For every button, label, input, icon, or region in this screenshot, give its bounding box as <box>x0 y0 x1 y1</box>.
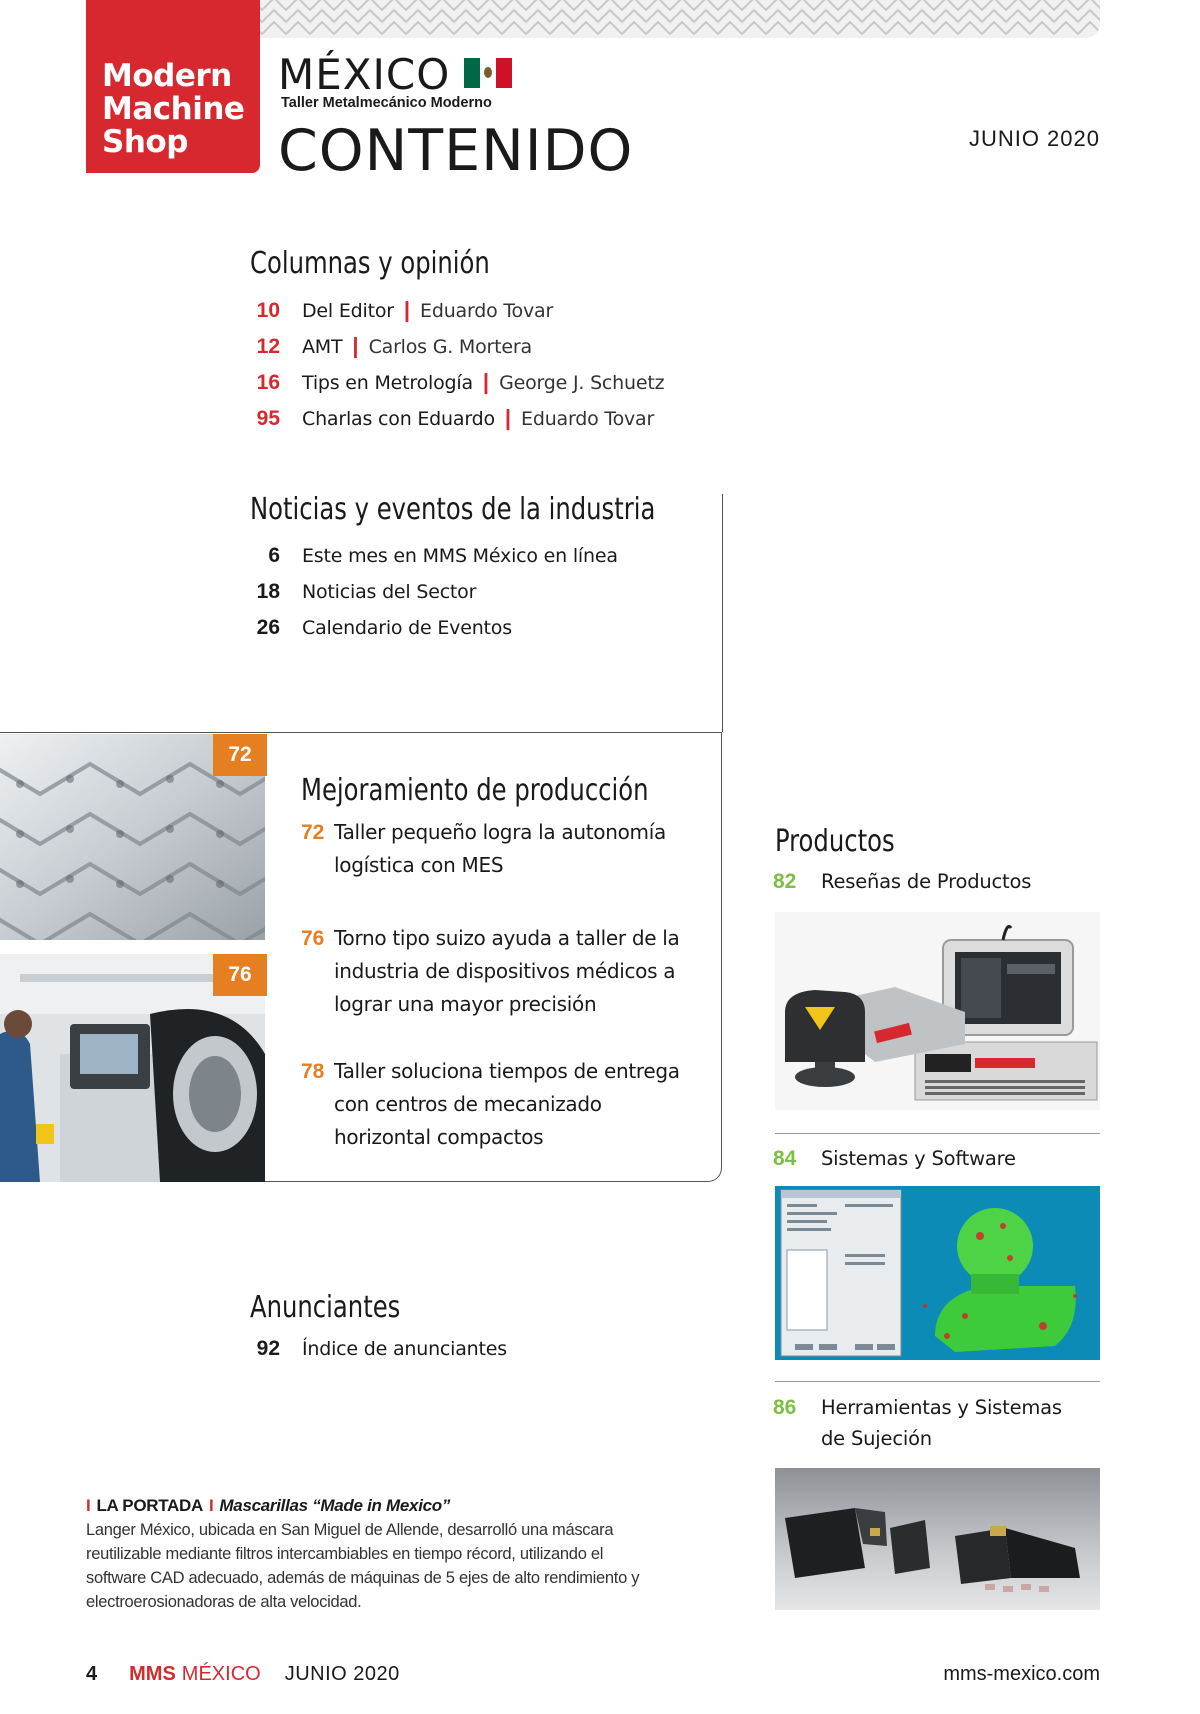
toc-item-title: Noticias del Sector <box>302 581 477 603</box>
toc-item-author: Carlos G. Mortera <box>368 336 532 358</box>
toc-item-title: Calendario de Eventos <box>302 617 512 639</box>
laser-marker-photo[interactable] <box>775 912 1100 1110</box>
separator-bar: | <box>504 405 512 430</box>
separator-bar: | <box>352 333 359 358</box>
footer-brand-country: MÉXICO <box>181 1662 261 1685</box>
toc-item-title: Este mes en MMS México en línea <box>302 545 618 567</box>
separator-bar: | <box>482 369 490 394</box>
toc-item-title: AMT <box>302 336 343 358</box>
product-title: Sistemas y Software <box>821 1147 1016 1170</box>
toc-item-charlas[interactable] <box>230 404 654 433</box>
feature-line: lograr una mayor precisión <box>334 992 597 1016</box>
product-item-86[interactable] <box>773 1392 1081 1454</box>
feature-item-72[interactable] <box>301 816 701 882</box>
logo-line-1: Modern <box>102 58 232 94</box>
separator-bar: | <box>403 297 411 322</box>
toc-item-title: Del Editor <box>302 300 394 322</box>
toc-item-calendario[interactable] <box>230 614 512 642</box>
toc-item-tips-metrologia[interactable] <box>230 368 664 397</box>
section-title-advertisers: Anunciantes <box>250 1290 401 1325</box>
toc-page-number: 12 <box>256 335 280 358</box>
toc-item-este-mes[interactable] <box>230 542 618 570</box>
toc-page-number: 16 <box>256 371 280 394</box>
cover-text: Langer México, ubicada en San Miguel de Allende, desarrolló una máscara reutilizable mediante filtros intercambiables en tiempo récord, utilizando el software CAD adecuado, además de máquinas de 5 ejes de alto rendimiento y electroerosionadoras de alta velocidad. <box>86 1521 640 1611</box>
issue-date: JUNIO 2020 <box>968 126 1100 151</box>
news-section-divider <box>722 494 723 732</box>
page-footer <box>86 1660 1100 1688</box>
header-pattern-band <box>250 0 1100 38</box>
cover-subtitle: Mascarillas “Made in Mexico” <box>219 1496 451 1515</box>
product-page-number: 84 <box>773 1147 797 1170</box>
logo-line-3: Shop <box>102 124 188 160</box>
feature-line: Torno tipo suizo ayuda a taller de la <box>334 926 680 950</box>
feature-item-76[interactable] <box>301 922 701 1021</box>
feature-line: industria de dispositivos médicos a <box>334 959 676 983</box>
toc-page-number: 92 <box>256 1337 280 1360</box>
feature-line: horizontal compactos <box>334 1125 544 1149</box>
section-title-production: Mejoramiento de producción <box>301 773 649 808</box>
toc-page-number: 10 <box>256 299 280 322</box>
product-page-number: 86 <box>773 1396 797 1419</box>
toc-item-title: Charlas con Eduardo <box>302 408 495 430</box>
toc-item-noticias-sector[interactable] <box>230 578 476 606</box>
page-badge-72: 72 <box>213 734 267 776</box>
toc-item-title: Tips en Metrología <box>302 372 473 394</box>
toc-page-number: 95 <box>256 407 280 430</box>
section-title-columns: Columnas y opinión <box>250 246 490 281</box>
feature-line: con centros de mecanizado <box>334 1092 602 1116</box>
section-title-news: Noticias y eventos de la industria <box>250 492 656 527</box>
toc-page-number: 18 <box>256 580 280 603</box>
footer-brand: MMS <box>129 1662 176 1685</box>
cover-heading <box>86 1494 646 1518</box>
product-title: Reseñas de Productos <box>821 870 1032 893</box>
tool-holders-photo[interactable] <box>775 1468 1100 1610</box>
separator-bar: I <box>208 1496 214 1515</box>
product-item-82[interactable] <box>773 866 1081 897</box>
edition-country: MÉXICO <box>278 50 451 99</box>
mexico-flag-icon <box>464 58 512 88</box>
toc-item-author: Eduardo Tovar <box>521 408 655 430</box>
feature-line: logística con MES <box>334 853 504 877</box>
products-divider <box>775 1381 1100 1382</box>
cover-label: LA PORTADA <box>96 1496 203 1515</box>
toc-item-del-editor[interactable] <box>230 296 553 325</box>
cover-description <box>86 1494 646 1614</box>
toc-item-title: Índice de anunciantes <box>302 1338 507 1360</box>
page-title: CONTENIDO <box>278 118 634 184</box>
3d-scan-software-screenshot[interactable] <box>775 1186 1100 1360</box>
toc-item-amt[interactable] <box>230 332 532 361</box>
products-divider <box>775 1133 1100 1134</box>
toc-page-number: 26 <box>256 616 280 639</box>
feature-line: Taller pequeño logra la autonomía <box>334 820 666 844</box>
footer-date: JUNIO 2020 <box>284 1662 400 1685</box>
toc-item-advertisers[interactable] <box>230 1335 507 1363</box>
toc-item-author: Eduardo Tovar <box>420 300 554 322</box>
feature-page-number: 78 <box>301 1060 325 1083</box>
feature-line: Taller soluciona tiempos de entrega <box>334 1059 680 1083</box>
page-badge-76: 76 <box>213 954 267 996</box>
toc-page-number: 6 <box>268 544 280 567</box>
toc-item-author: George J. Schuetz <box>499 372 665 394</box>
product-item-84[interactable] <box>773 1143 1081 1174</box>
feature-item-78[interactable] <box>301 1055 701 1154</box>
mms-logo[interactable] <box>86 0 260 173</box>
edition-subtitle: Taller Metalmecánico Moderno <box>281 95 492 111</box>
logo-line-2: Machine <box>102 91 245 127</box>
feature-page-number: 72 <box>301 821 325 844</box>
product-page-number: 82 <box>773 870 797 893</box>
page-number: 4 <box>86 1662 98 1685</box>
website-link[interactable]: mms-mexico.com <box>943 1662 1100 1685</box>
feature-page-number: 76 <box>301 927 325 950</box>
separator-bar: I <box>86 1496 91 1515</box>
section-title-products: Productos <box>775 824 895 859</box>
product-title: Herramientas y Sistemas de Sujeción <box>821 1396 1062 1450</box>
